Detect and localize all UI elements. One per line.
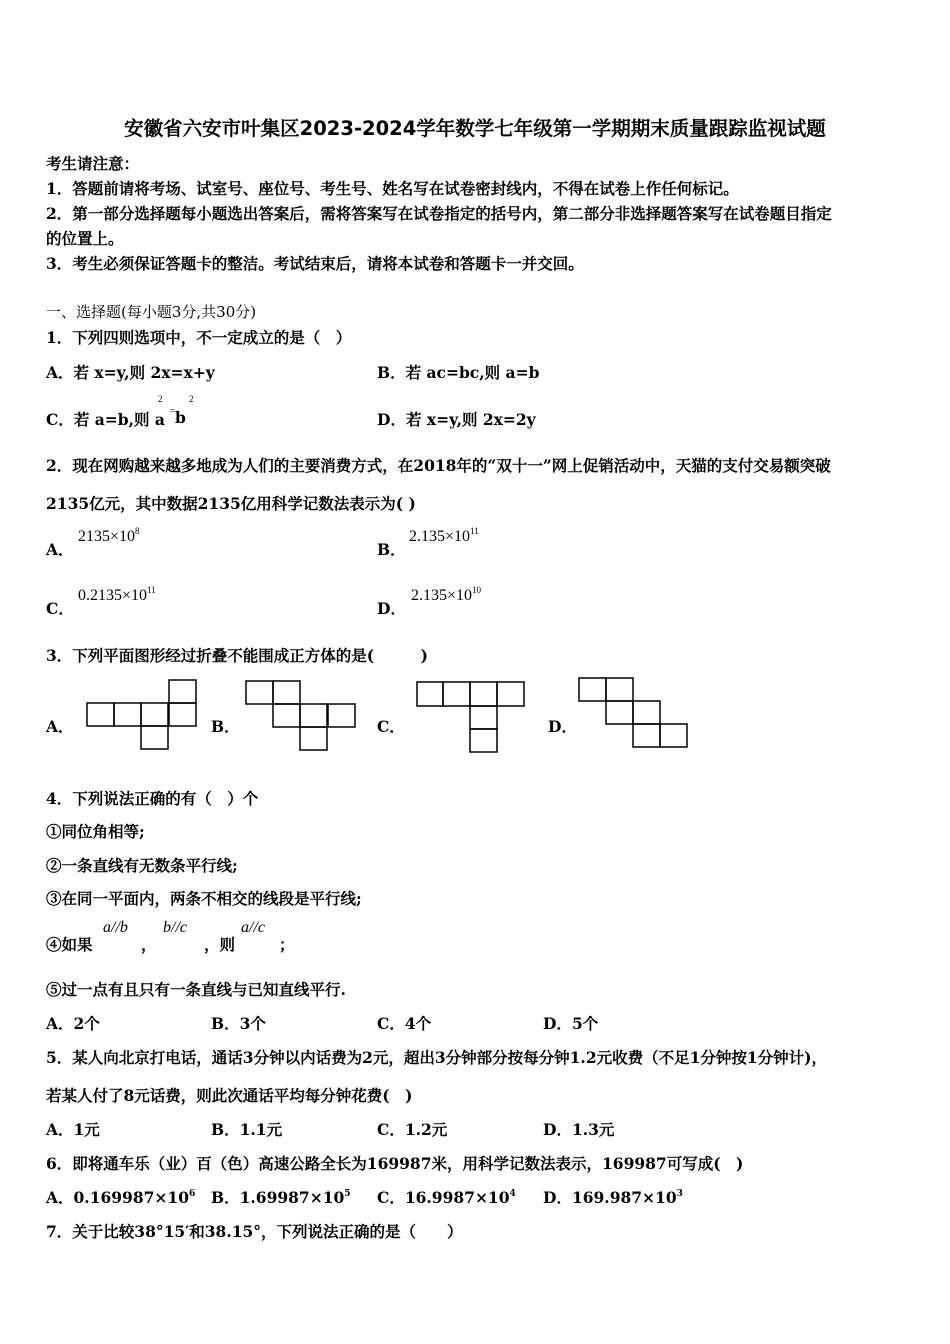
q4-statement-1: ①同位角相等; [46, 822, 145, 841]
q5-option-b: B．1.1元 [211, 1120, 283, 1139]
q1-option-c-text: C．若 a=b,则 a [46, 410, 165, 429]
q1-option-a: A．若 x=y,则 2x=x+y [46, 363, 215, 382]
q4-option-a: A．2个 [46, 1014, 100, 1033]
q4-comma: ， [141, 935, 157, 954]
q4-math-a-parallel-c: a//c [241, 919, 265, 936]
q3-net-a [86, 679, 206, 754]
q6-d-exp: 3 [676, 1189, 683, 1199]
notice-item-2: 2．第一部分选择题每小题选出答案后，需将答案写在试卷指定的括号内，第二部分非选择题答案写在试卷题目指定 [46, 204, 832, 223]
q1-option-b: B．若 ac=bc,则 a=b [377, 363, 540, 382]
q5-option-a: A．1元 [46, 1120, 100, 1139]
q3-option-c-label: C． [377, 717, 405, 736]
q6-a-exp: 6 [188, 1189, 196, 1199]
q6-c-base: C．16.9987×10 [377, 1188, 510, 1207]
q4-statement-2: ②一条直线有无数条平行线; [46, 856, 238, 875]
q3-option-b-label: B． [211, 717, 240, 736]
q1-c-b: b [175, 408, 186, 427]
q4-stem: 4．下列说法正确的有（ ）个 [46, 789, 259, 808]
q3-net-b [245, 680, 365, 755]
q2-option-a-label: A． [46, 540, 74, 559]
q7-stem: 7．关于比较38°15′和38.15°，下列说法正确的是（ ） [46, 1222, 463, 1241]
q2-c-exp: 11 [147, 585, 156, 595]
q2-a-exp: 8 [135, 526, 140, 536]
notice-item-1: 1．答题前请将考场、试室号、座位号、考生号、姓名写在试卷密封线内，不得在试卷上作任何标记。 [46, 179, 739, 198]
q1-c-exponent-1: 2 [158, 394, 163, 404]
page-title: 安徽省六安市叶集区2023-2024学年数学七年级第一学期期末质量跟踪监视试题 [124, 117, 826, 140]
q4-option-d: D．5个 [543, 1014, 599, 1033]
q4-then: ，则 [204, 935, 236, 954]
q3-option-a-label: A． [46, 717, 74, 736]
q6-d-base: D．169.987×10 [543, 1188, 677, 1207]
q6-stem: 6．即将通车乐（业）百（色）高速公路全长为169987米，用科学记数法表示，169987可写成( ) [46, 1154, 744, 1173]
notice-item-3: 3．考生必须保证答题卡的整洁。考试结束后，请将本试卷和答题卡一并交回。 [46, 254, 584, 273]
q5-option-d: D．1.3元 [543, 1120, 615, 1139]
section-heading: 一、选择题(每小题3分,共30分) [46, 303, 257, 321]
q2-option-b-value [409, 526, 479, 546]
q2-option-b-label: B． [377, 540, 406, 559]
q6-option-d [543, 1186, 683, 1208]
q4-statement-4-prefix: ④如果 [46, 935, 93, 954]
q2-option-d-value [411, 585, 481, 605]
q1-stem: 1．下列四则选项中，不一定成立的是（ ） [46, 328, 352, 347]
q2-d-base: 2.135×10 [411, 587, 473, 604]
q6-option-a [46, 1186, 195, 1208]
q4-math-b-parallel-c: b//c [163, 919, 187, 936]
q4-option-b: B．3个 [211, 1014, 266, 1033]
q6-c-exp: 4 [509, 1189, 516, 1199]
q1-c-exponent-2: 2 [189, 394, 194, 404]
q4-option-c: C．4个 [377, 1014, 432, 1033]
q4-end: ； [279, 935, 295, 954]
q3-net-c [416, 681, 531, 756]
q6-b-base: B．1.69987×10 [211, 1188, 345, 1207]
q2-option-a-value [78, 526, 140, 546]
q4-statement-3: ③在同一平面内，两条不相交的线段是平行线; [46, 889, 362, 908]
q1-option-d: D．若 x=y,则 2x=2y [377, 410, 536, 429]
q3-net-d [578, 677, 693, 752]
q2-b-base: 2.135×10 [409, 528, 471, 545]
notice-heading: 考生请注意： [46, 154, 140, 173]
q2-option-c-value [78, 585, 156, 605]
q2-stem-line-1: 2．现在网购越来越多地成为人们的主要消费方式，在2018年的“双十一”网上促销活动中，天猫的支付交易额突破 [46, 456, 831, 475]
q2-stem-line-2: 2135亿元，其中数据2135亿用科学记数法表示为( ) [46, 494, 416, 513]
q2-b-exp: 11 [470, 526, 479, 536]
q1-c-equals: = [170, 406, 176, 416]
q2-d-exp: 10 [472, 585, 482, 595]
q6-option-c [377, 1186, 516, 1208]
q2-option-d-label: D． [377, 599, 406, 618]
q5-stem-line-1: 5．某人向北京打电话，通话3分钟以内话费为2元，超出3分钟部分按每分钟1.2元收费（不足1分钟按1分钟计)， [46, 1048, 828, 1067]
q2-a-base: 2135×10 [78, 528, 136, 545]
q4-statement-5: ⑤过一点有且只有一条直线与已知直线平行. [46, 980, 346, 999]
q3-stem: 3．下列平面图形经过折叠不能围成正方体的是( ) [46, 646, 428, 665]
q2-c-base: 0.2135×10 [78, 587, 148, 604]
q6-b-exp: 5 [344, 1189, 351, 1199]
q4-math-a-parallel-b: a//b [103, 919, 128, 936]
q6-a-base: A．0.169987×10 [46, 1188, 189, 1207]
notice-item-2-cont: 的位置上。 [46, 229, 124, 248]
q5-stem-line-2: 若某人付了8元话费，则此次通话平均每分钟花费( ) [46, 1086, 413, 1105]
q2-option-c-label: C． [46, 599, 74, 618]
q5-option-c: C．1.2元 [377, 1120, 448, 1139]
q3-option-d-label: D． [548, 717, 577, 736]
q1-option-c [46, 408, 165, 430]
q6-option-b [211, 1186, 351, 1208]
